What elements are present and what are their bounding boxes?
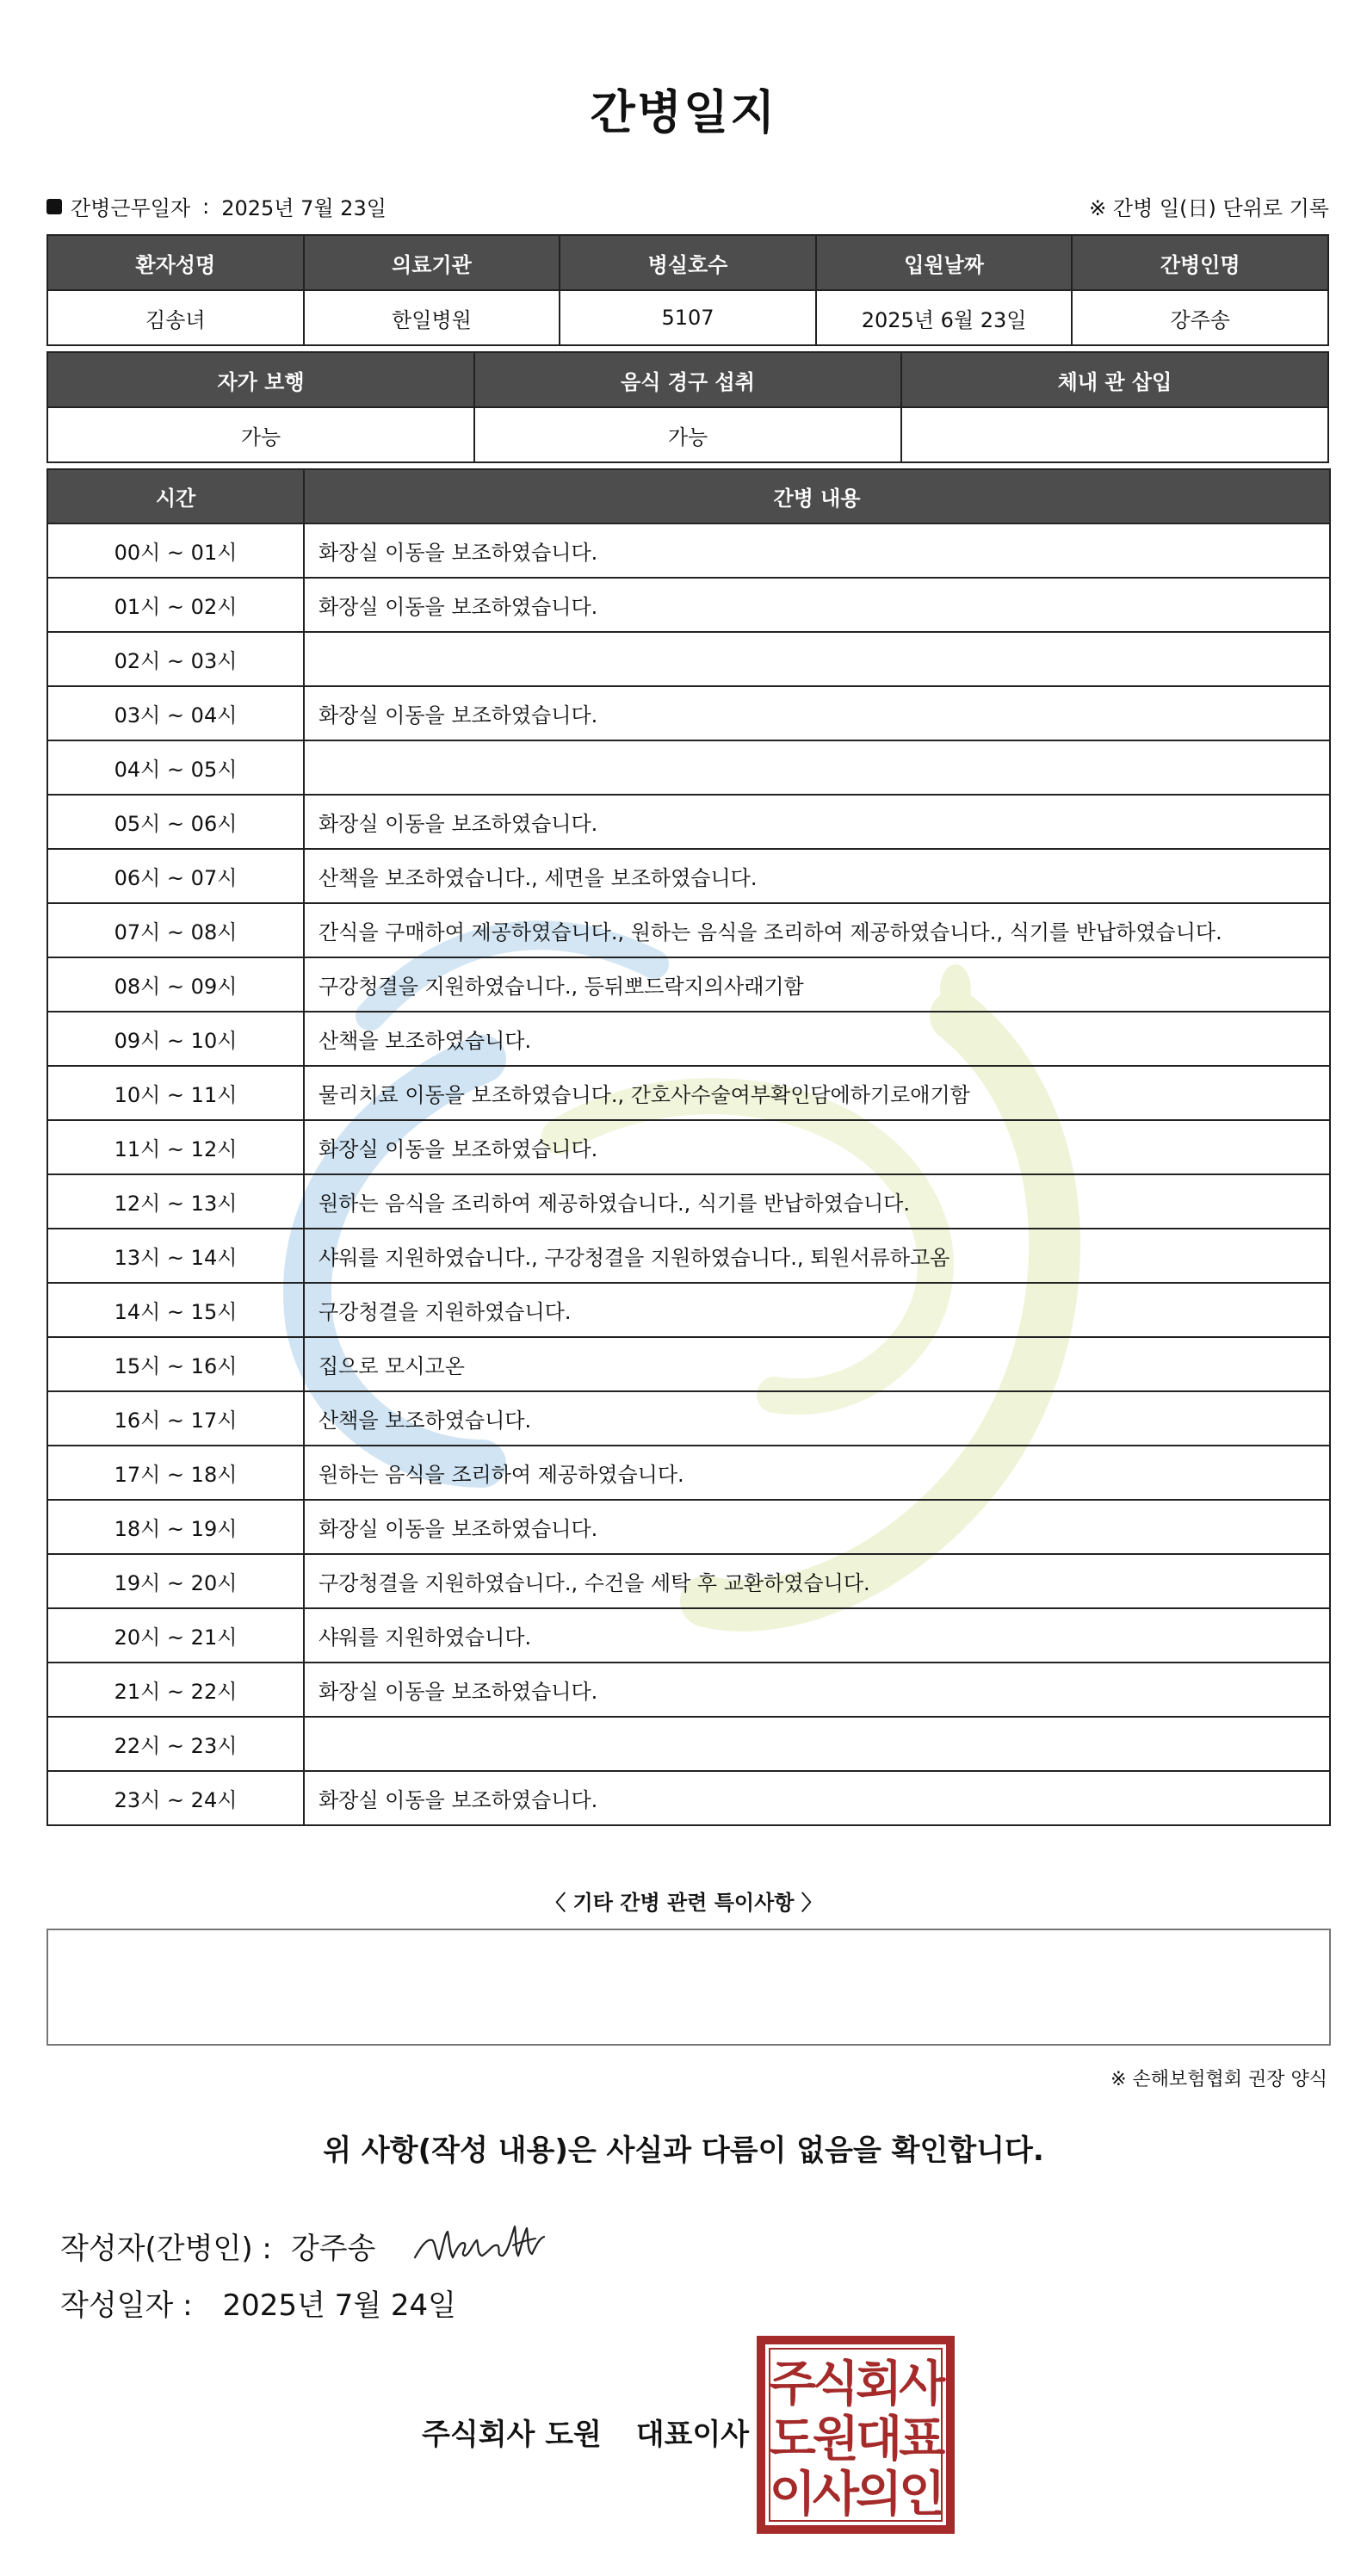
content-cell: 샤워를 지원하였습니다., 구강청결을 지원하였습니다., 퇴원서류하고옴 bbox=[304, 1229, 1330, 1283]
work-date bbox=[46, 191, 387, 221]
content-cell: 화장실 이동을 보조하였습니다. bbox=[304, 1663, 1330, 1717]
written-date-label: 작성일자 : bbox=[60, 2288, 193, 2323]
table-row bbox=[47, 1391, 1330, 1446]
content-cell: 화장실 이동을 보조하였습니다. bbox=[304, 578, 1330, 632]
caregiver-name: 강주송 bbox=[1072, 290, 1328, 345]
table-row bbox=[47, 1717, 1330, 1771]
table-row bbox=[47, 1120, 1330, 1174]
admission-date: 2025년 6월 23일 bbox=[816, 290, 1073, 345]
header-tube-insertion: 체내 관 삽입 bbox=[901, 352, 1328, 407]
patient-status-table bbox=[46, 351, 1329, 463]
table-row bbox=[47, 290, 1328, 345]
table-row bbox=[47, 407, 1328, 462]
content-cell: 집으로 모시고온 bbox=[304, 1337, 1330, 1391]
time-cell: 05시 ~ 06시 bbox=[47, 795, 304, 849]
table-row bbox=[47, 1283, 1330, 1337]
room-number: 5107 bbox=[560, 290, 816, 345]
header-admission-date: 입원날짜 bbox=[816, 235, 1073, 290]
time-cell: 15시 ~ 16시 bbox=[47, 1337, 304, 1391]
meta-row bbox=[46, 191, 1329, 222]
table-header-row bbox=[47, 469, 1330, 523]
special-notes-heading: 〈 기타 간병 관련 특이사항 〉 bbox=[545, 1891, 822, 1915]
header-hospital: 의료기관 bbox=[304, 235, 560, 290]
table-row bbox=[47, 795, 1330, 849]
header-time: 시간 bbox=[47, 469, 304, 523]
table-row bbox=[47, 1500, 1330, 1554]
table-row bbox=[47, 1229, 1330, 1283]
confirmation-statement: 위 사항(작성 내용)은 사실과 다름이 없음을 확인합니다. bbox=[323, 2133, 1044, 2168]
time-cell: 11시 ~ 12시 bbox=[47, 1120, 304, 1174]
hospital: 한일병원 bbox=[304, 290, 560, 345]
content-cell: 화장실 이동을 보조하였습니다. bbox=[304, 523, 1330, 578]
company-title: 대표이사 bbox=[635, 2418, 750, 2452]
time-cell: 21시 ~ 22시 bbox=[47, 1663, 304, 1717]
document-title: 간병일지 bbox=[590, 85, 777, 139]
table-row bbox=[47, 523, 1330, 578]
work-date-value: 2025년 7월 23일 bbox=[221, 196, 387, 220]
table-row bbox=[47, 849, 1330, 903]
content-cell: 화장실 이동을 보조하였습니다. bbox=[304, 795, 1330, 849]
handwritten-signature bbox=[410, 2220, 556, 2271]
written-date-row bbox=[60, 2282, 456, 2324]
svg-text:주식회사: 주식회사 bbox=[769, 2356, 943, 2412]
time-cell: 00시 ~ 01시 bbox=[47, 523, 304, 578]
time-cell: 20시 ~ 21시 bbox=[47, 1608, 304, 1663]
patient-name: 김송녀 bbox=[47, 290, 304, 345]
content-cell: 샤워를 지원하였습니다. bbox=[304, 1608, 1330, 1663]
time-cell: 23시 ~ 24시 bbox=[47, 1771, 304, 1825]
signer-row bbox=[60, 2220, 556, 2271]
time-cell: 03시 ~ 04시 bbox=[47, 686, 304, 740]
content-cell: 산책을 보조하였습니다., 세면을 보조하였습니다. bbox=[304, 849, 1330, 903]
table-row bbox=[47, 1446, 1330, 1500]
special-notes-box bbox=[46, 1929, 1331, 2046]
oral-intake-status: 가능 bbox=[474, 407, 901, 462]
black-square-icon bbox=[46, 199, 62, 214]
time-cell: 17시 ~ 18시 bbox=[47, 1446, 304, 1500]
time-cell: 13시 ~ 14시 bbox=[47, 1229, 304, 1283]
tube-insertion-status bbox=[901, 407, 1328, 462]
walking-status: 가능 bbox=[47, 407, 474, 462]
content-cell: 구강청결을 지원하였습니다. bbox=[304, 1283, 1330, 1337]
table-row bbox=[47, 903, 1330, 957]
table-row bbox=[47, 740, 1330, 795]
time-cell: 04시 ~ 05시 bbox=[47, 740, 304, 795]
content-cell: 산책을 보조하였습니다. bbox=[304, 1012, 1330, 1066]
content-cell bbox=[304, 740, 1330, 795]
content-cell: 구강청결을 지원하였습니다., 등뒤뽀드락지의사래기함 bbox=[304, 957, 1330, 1012]
table-row bbox=[47, 632, 1330, 686]
table-row bbox=[47, 578, 1330, 632]
content-cell: 화장실 이동을 보조하였습니다. bbox=[304, 1500, 1330, 1554]
content-cell bbox=[304, 632, 1330, 686]
content-cell: 구강청결을 지원하였습니다., 수건을 세탁 후 교환하였습니다. bbox=[304, 1554, 1330, 1608]
header-oral-intake: 음식 경구 섭취 bbox=[474, 352, 901, 407]
table-row bbox=[47, 1174, 1330, 1229]
content-cell: 산책을 보조하였습니다. bbox=[304, 1391, 1330, 1446]
time-cell: 01시 ~ 02시 bbox=[47, 578, 304, 632]
table-row bbox=[47, 1066, 1330, 1120]
content-cell: 화장실 이동을 보조하였습니다. bbox=[304, 686, 1330, 740]
table-row bbox=[47, 1663, 1330, 1717]
company-name: 주식회사 도원 bbox=[422, 2418, 602, 2452]
signer-name: 강주송 bbox=[290, 2231, 376, 2266]
table-header-row bbox=[47, 352, 1328, 407]
time-cell: 07시 ~ 08시 bbox=[47, 903, 304, 957]
table-row bbox=[47, 1337, 1330, 1391]
time-cell: 16시 ~ 17시 bbox=[47, 1391, 304, 1446]
svg-text:이사의인: 이사의인 bbox=[769, 2467, 943, 2523]
time-cell: 06시 ~ 07시 bbox=[47, 849, 304, 903]
content-cell bbox=[304, 1717, 1330, 1771]
unit-note: ※ 간병 일(日) 단위로 기록 bbox=[1089, 196, 1329, 220]
content-cell: 화장실 이동을 보조하였습니다. bbox=[304, 1120, 1330, 1174]
table-row bbox=[47, 1554, 1330, 1608]
care-log-table bbox=[46, 468, 1331, 1826]
header-walking: 자가 보행 bbox=[47, 352, 474, 407]
table-row bbox=[47, 686, 1330, 740]
content-cell: 물리치료 이동을 보조하였습니다., 간호사수술여부확인담에하기로애기함 bbox=[304, 1066, 1330, 1120]
table-row bbox=[47, 1771, 1330, 1825]
work-date-separator: : bbox=[202, 194, 210, 219]
header-patient-name: 환자성명 bbox=[47, 235, 304, 290]
company-row bbox=[422, 2411, 749, 2453]
company-seal bbox=[756, 2335, 956, 2535]
header-care-content: 간병 내용 bbox=[304, 469, 1330, 523]
header-room-number: 병실호수 bbox=[560, 235, 816, 290]
content-cell: 원하는 음식을 조리하여 제공하였습니다. bbox=[304, 1446, 1330, 1500]
time-cell: 10시 ~ 11시 bbox=[47, 1066, 304, 1120]
svg-text:도원대표: 도원대표 bbox=[769, 2412, 943, 2468]
time-cell: 09시 ~ 10시 bbox=[47, 1012, 304, 1066]
table-header-row bbox=[47, 235, 1328, 290]
time-cell: 22시 ~ 23시 bbox=[47, 1717, 304, 1771]
time-cell: 18시 ~ 19시 bbox=[47, 1500, 304, 1554]
table-row bbox=[47, 1012, 1330, 1066]
patient-info-table bbox=[46, 234, 1329, 346]
table-row bbox=[47, 957, 1330, 1012]
form-footnote: ※ 손해보험협회 권장 양식 bbox=[1110, 2069, 1327, 2090]
header-caregiver-name: 간병인명 bbox=[1072, 235, 1328, 290]
time-cell: 12시 ~ 13시 bbox=[47, 1174, 304, 1229]
time-cell: 19시 ~ 20시 bbox=[47, 1554, 304, 1608]
time-cell: 14시 ~ 15시 bbox=[47, 1283, 304, 1337]
signer-label: 작성자(간병인) : bbox=[60, 2231, 272, 2266]
content-cell: 간식을 구매하여 제공하였습니다., 원하는 음식을 조리하여 제공하였습니다., 식기를 반납하였습니다. bbox=[304, 903, 1330, 957]
time-cell: 08시 ~ 09시 bbox=[47, 957, 304, 1012]
work-date-label: 간병근무일자 bbox=[71, 196, 191, 220]
time-cell: 02시 ~ 03시 bbox=[47, 632, 304, 686]
written-date-value: 2025년 7월 24일 bbox=[222, 2288, 457, 2323]
content-cell: 원하는 음식을 조리하여 제공하였습니다., 식기를 반납하였습니다. bbox=[304, 1174, 1330, 1229]
content-cell: 화장실 이동을 보조하였습니다. bbox=[304, 1771, 1330, 1825]
table-row bbox=[47, 1608, 1330, 1663]
